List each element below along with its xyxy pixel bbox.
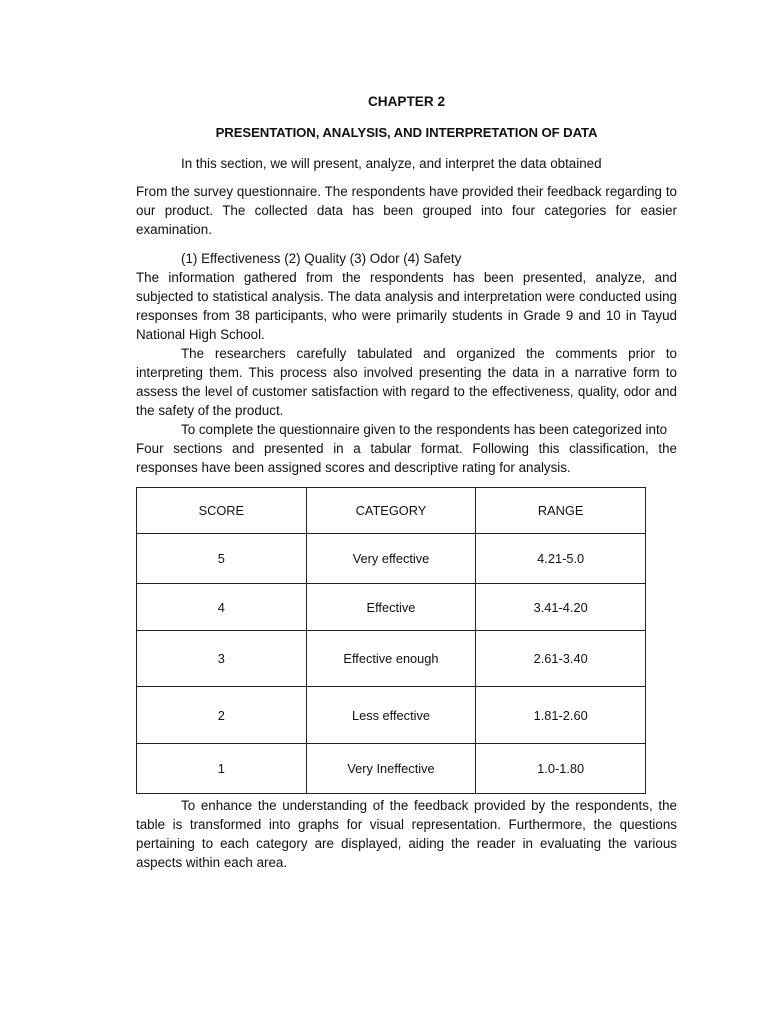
chapter-title: CHAPTER 2 <box>367 94 446 109</box>
table-header-category: CATEGORY <box>306 488 476 534</box>
table-row <box>137 744 646 794</box>
researchers-paragraph: The researchers carefully tabulated and organized the comments prior to interpreting them. This process also involved presenting the data in a narrative form to assess the level of customer satisfaction with regard to the effectiveness, quality, odor and the safety of the product. <box>136 346 677 418</box>
rating-scale-table <box>136 487 646 794</box>
category-cell: Effective enough <box>306 631 476 687</box>
table-header-score: SCORE <box>137 488 307 534</box>
table-row <box>137 631 646 687</box>
category-cell: Very effective <box>306 534 476 584</box>
score-cell: 2 <box>137 687 307 744</box>
category-cell: Effective <box>306 584 476 631</box>
four-sections-paragraph: Four sections and presented in a tabular format. Following this classification, the responses have been assigned scores and descriptive rating for analysis. <box>136 441 677 475</box>
table-header-row <box>137 488 646 534</box>
range-cell: 1.0-1.80 <box>476 744 646 794</box>
range-cell: 4.21-5.0 <box>476 534 646 584</box>
survey-paragraph: From the survey questionnaire. The respondents have provided their feedback regarding to our product. The collected data has been grouped into four categories for easier examination. <box>136 184 677 237</box>
category-cell: Very Ineffective <box>306 744 476 794</box>
chapter-heading: PRESENTATION, ANALYSIS, AND INTERPRETATION OF DATA <box>215 125 598 140</box>
intro-paragraph: In this section, we will present, analyze, and interpret the data obtained <box>181 156 602 171</box>
score-cell: 4 <box>137 584 307 631</box>
table-row <box>137 687 646 744</box>
category-cell: Less effective <box>306 687 476 744</box>
document-body <box>136 92 677 872</box>
score-cell: 1 <box>137 744 307 794</box>
enhance-paragraph: To enhance the understanding of the feedback provided by the respondents, the table is transformed into graphs for visual representation. Furthermore, the questions pertaining to each category are displayed, aiding the reader in evaluating the various aspects within each area. <box>136 798 677 870</box>
score-cell: 3 <box>137 631 307 687</box>
score-cell: 5 <box>137 534 307 584</box>
information-paragraph: The information gathered from the respondents has been presented, analyze, and subjected to statistical analysis. The data analysis and interpretation were conducted using responses from 38 participants, who were primarily students in Grade 9 and 10 in Tayud National High School. <box>136 270 677 342</box>
table-row <box>137 584 646 631</box>
range-cell: 3.41-4.20 <box>476 584 646 631</box>
categories-list: (1) Effectiveness (2) Quality (3) Odor (4) Safety <box>181 251 462 266</box>
table-header-range: RANGE <box>476 488 646 534</box>
range-cell: 1.81-2.60 <box>476 687 646 744</box>
complete-paragraph: To complete the questionnaire given to the respondents has been categorized into <box>181 422 668 437</box>
range-cell: 2.61-3.40 <box>476 631 646 687</box>
table-row <box>137 534 646 584</box>
